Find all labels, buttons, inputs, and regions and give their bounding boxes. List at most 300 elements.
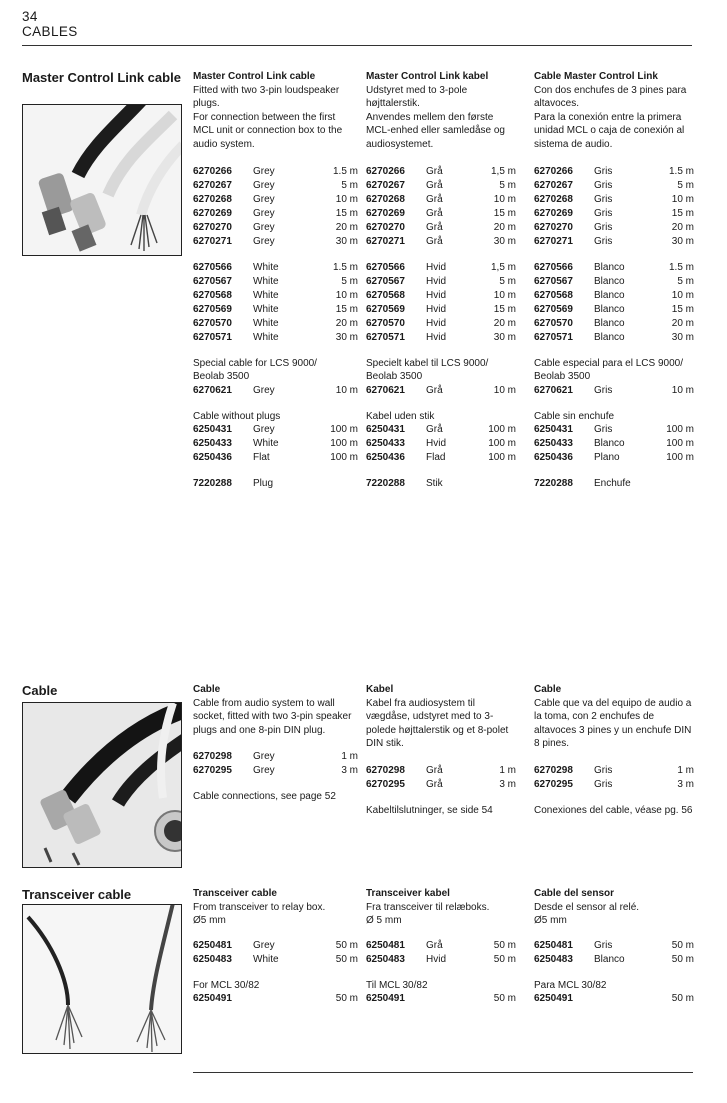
color: Enchufe [594,478,631,490]
table-row [534,303,694,317]
length: 15 m [335,207,358,219]
part-number: 6270295 [366,778,405,790]
table-row [193,261,358,275]
column-description: Con dos enchufes de 3 pines para altavoces. Para la conexión entre la primera unidad MCL o caja de conexión al sistema de audio. [534,84,687,150]
length: 50 m [335,993,358,1005]
length: 100 m [488,438,516,450]
part-number: 6270295 [193,765,232,777]
table-row [193,451,358,465]
length: 15 m [335,303,358,315]
part-number: 7220288 [366,478,405,490]
length: 5 m [341,179,358,191]
length: 30 m [671,331,694,343]
color: White [253,275,279,287]
length: 10 m [335,193,358,205]
table-row [534,261,694,275]
table-row [193,423,358,437]
color: Hvid [426,317,447,329]
part-number: 6250436 [534,452,573,464]
length: 3 m [677,778,694,790]
part-number: 6270567 [366,275,405,287]
length: 100 m [666,438,694,450]
no-plug-label: Cable without plugs [193,410,281,422]
table-row [366,235,516,249]
length: 30 m [671,235,694,247]
table-row [534,235,694,249]
length: 1.5 m [668,261,694,273]
part-number: 6270566 [366,261,405,273]
product-table [534,423,694,465]
column-description: Udstyret med to 3-pole højttalerstik. Anvendes mellem den første MCL-enhed eller samledåse og audiosystemet. [366,84,505,150]
color [594,992,646,1006]
part-number: 6270266 [534,165,573,177]
length: 30 m [493,331,516,343]
color: Blanco [594,438,625,450]
length: 1 m [341,751,358,763]
color: Grey [253,193,275,205]
table-row [534,992,694,1006]
for-mcl-label: Til MCL 30/82 [366,979,428,991]
part-number: 6250481 [534,939,573,951]
length: 100 m [330,452,358,464]
product-table [366,384,516,398]
transceiver-column-danish [366,887,516,1006]
part-number: 6270270 [193,221,232,233]
table-row [366,275,516,289]
color: White [253,289,279,301]
part-number: 6250481 [366,939,405,951]
part-number: 6250436 [193,452,232,464]
page-number: 34 [22,9,38,24]
length: 50 m [493,953,516,965]
special-cable-label: Specielt kabel til LCS 9000/ Beolab 3500 [366,357,489,383]
color [253,992,305,1006]
length: 100 m [330,438,358,450]
table-row [193,235,358,249]
color: Grå [426,207,443,219]
product-table [534,261,694,345]
table-row [366,221,516,235]
special-cable-label: Cable especial para el LCS 9000/ Beolab 3500 [534,357,683,383]
transceiver-cable-photo [22,904,182,1054]
length: 50 m [671,953,694,965]
color: Grå [426,165,443,177]
color: White [253,438,279,450]
color: Flad [426,452,446,464]
part-number: 6270267 [193,179,232,191]
length: 20 m [493,317,516,329]
product-table [193,477,358,491]
part-number: 6250431 [366,424,405,436]
color: Blanco [594,261,625,273]
mcl-section-title: Master Control Link cable [22,70,181,85]
table-row [534,423,694,437]
part-number: 6250436 [366,452,405,464]
mcl-column-english [193,70,358,491]
part-number: 6270268 [534,193,573,205]
length: 20 m [671,221,694,233]
part-number: 6270568 [366,289,405,301]
column-heading: Cable Master Control Link [534,71,658,82]
length: 5 m [677,179,694,191]
column-description: Desde el sensor al relé. Ø5 mm [534,901,640,927]
part-number: 6270295 [534,778,573,790]
part-number: 6270571 [193,331,232,343]
table-row [534,179,694,193]
color: Grå [426,424,443,436]
table-row [534,331,694,345]
length: 50 m [335,939,358,951]
length [650,477,694,491]
cable-column-spanish [534,683,694,818]
length: 30 m [335,331,358,343]
part-number: 6270621 [193,384,232,396]
table-row [193,289,358,303]
table-row [534,275,694,289]
table-row [366,477,516,491]
length: 20 m [335,221,358,233]
mcl-cable-photo [22,104,182,256]
color: Grå [426,179,443,191]
length: 1.5 m [332,261,358,273]
product-table [366,992,516,1006]
part-number: 6270570 [193,317,232,329]
product-table [366,165,516,249]
length: 1,5 m [490,165,516,177]
color: Flat [253,452,270,464]
table-row [534,193,694,207]
color: Grå [426,384,443,396]
part-number: 6270621 [366,384,405,396]
part-number: 6250483 [534,953,573,965]
color: Blanco [594,303,625,315]
column-heading: Cable del sensor [534,888,615,899]
part-number: 6270267 [366,179,405,191]
length: 10 m [671,384,694,396]
color: Grå [426,221,443,233]
table-row [193,221,358,235]
color: Grey [253,939,275,951]
length [476,477,516,491]
part-number: 6270569 [534,303,573,315]
length: 5 m [499,179,516,191]
table-row [366,451,516,465]
table-row [193,179,358,193]
part-number: 6250433 [534,438,573,450]
length: 20 m [671,317,694,329]
color: Grå [426,764,443,776]
color: Grey [253,207,275,219]
product-table [534,477,694,491]
color: Hvid [426,261,447,273]
cable-note: Cable connections, see page 52 [193,791,336,803]
length: 10 m [493,193,516,205]
for-mcl-label: For MCL 30/82 [193,979,260,991]
table-row [193,750,358,764]
transceiver-section-title: Transceiver cable [22,887,132,902]
table-row [193,165,358,179]
length: 5 m [677,275,694,287]
length: 100 m [330,424,358,436]
part-number: 6250433 [193,438,232,450]
column-description: Cable from audio system to wall socket, fitted with two 3-pin speaker plugs and one 8-pin DIN plug. [193,697,352,736]
part-number: 6270266 [193,165,232,177]
table-row [193,477,358,491]
part-number: 6270268 [193,193,232,205]
special-cable-label: Special cable for LCS 9000/ Beolab 3500 [193,357,317,383]
cable-section-title: Cable [22,683,58,698]
part-number: 6250431 [193,424,232,436]
column-description: Fitted with two 3-pin loudspeaker plugs. For connection between the first MCL unit or connection box to the audio system. [193,84,343,150]
color: Gris [594,778,613,790]
color: Gris [594,193,613,205]
part-number: 6270298 [366,764,405,776]
length: 15 m [493,303,516,315]
table-row [366,939,516,953]
part-number: 6270269 [534,207,573,219]
color: White [253,303,279,315]
length: 3 m [499,778,516,790]
product-table [366,261,516,345]
length: 5 m [341,275,358,287]
part-number: 6270571 [366,331,405,343]
part-number: 6270298 [534,764,573,776]
length: 20 m [335,317,358,329]
table-row [534,384,694,398]
part-number: 6270566 [193,261,232,273]
table-row [366,179,516,193]
color: Grey [253,384,275,396]
product-table [193,939,358,967]
cable-note: Kabeltilslutninger, se side 54 [366,804,493,816]
table-row [534,477,694,491]
table-row [366,261,516,275]
part-number: 6250491 [193,993,232,1005]
part-number: 6270270 [534,221,573,233]
length: 50 m [493,993,516,1005]
part-number: 6270570 [366,317,405,329]
column-heading: Cable [534,684,562,695]
part-number: 6250481 [193,939,232,951]
table-row [193,939,358,953]
length: 15 m [493,207,516,219]
cable-note: Conexiones del cable, véase pg. 56 [534,804,693,816]
length: 1,5 m [490,261,516,273]
color: White [253,331,279,343]
table-row [534,289,694,303]
part-number: 6270567 [193,275,232,287]
column-heading: Master Control Link kabel [366,71,489,82]
color [426,992,478,1006]
color: Grey [253,221,275,233]
table-row [193,317,358,331]
color: Blanco [594,953,625,965]
table-row [366,953,516,967]
table-row [366,384,516,398]
header-rule [22,45,692,46]
color: Gris [594,939,613,951]
cable-column-danish [366,683,516,818]
product-table [193,384,358,398]
table-row [534,764,694,778]
color: Grey [253,765,275,777]
mcl-column-danish [366,70,516,491]
column-heading: Master Control Link cable [193,71,316,82]
column-heading: Kabel [366,684,394,695]
table-row [366,317,516,331]
product-table [366,477,516,491]
table-row [366,437,516,451]
table-row [366,207,516,221]
table-row [534,778,694,792]
table-row [366,423,516,437]
color: Grå [426,778,443,790]
product-table [193,261,358,345]
part-number: 6270569 [366,303,405,315]
color: Gris [594,165,613,177]
product-table [534,384,694,398]
length: 1 m [677,764,694,776]
color: Stik [426,478,443,490]
product-table [534,165,694,249]
product-table [193,992,358,1006]
table-row [193,207,358,221]
part-number: 6250433 [366,438,405,450]
part-number: 6270266 [366,165,405,177]
color: Plug [253,478,274,490]
part-number: 6270621 [534,384,573,396]
part-number: 6270271 [366,235,405,247]
cable-photo [22,702,182,868]
table-row [193,992,358,1006]
length: 50 m [671,939,694,951]
column-heading: Transceiver kabel [366,888,450,899]
color: Gris [594,235,613,247]
color: Blanco [594,289,625,301]
part-number: 6270270 [366,221,405,233]
table-row [366,165,516,179]
column-description: Cable que va del equipo de audio a la toma, con 2 enchufes de altavoces 3 pines y un enchufe DIN 8 pines. [534,697,692,750]
length: 100 m [488,452,516,464]
color: Grå [426,193,443,205]
length: 10 m [335,384,358,396]
color: Hvid [426,289,447,301]
length: 20 m [493,221,516,233]
mcl-column-spanish [534,70,694,491]
color: Hvid [426,438,447,450]
product-table [366,764,516,792]
part-number: 7220288 [534,478,573,490]
part-number: 6250491 [534,993,573,1005]
table-row [534,437,694,451]
no-plug-label: Cable sin enchufe [534,410,615,422]
length: 100 m [488,424,516,436]
color: Blanco [594,275,625,287]
length: 30 m [335,235,358,247]
column-description: Fra transceiver til relæboks. Ø 5 mm [366,901,490,927]
part-number: 6270269 [366,207,405,219]
transceiver-column-english [193,887,358,1006]
part-number: 6270570 [534,317,573,329]
part-number: 7220288 [193,478,232,490]
table-row [534,939,694,953]
product-table [193,165,358,249]
length: 10 m [335,289,358,301]
length: 100 m [666,452,694,464]
color: Gris [594,221,613,233]
table-row [534,317,694,331]
length: 1.5 m [332,165,358,177]
color: Grey [253,751,275,763]
table-row [366,289,516,303]
part-number: 6270568 [193,289,232,301]
part-number: 6270568 [534,289,573,301]
product-table [366,939,516,967]
part-number: 6270567 [534,275,573,287]
length: 10 m [493,384,516,396]
table-row [193,437,358,451]
part-number: 6270268 [366,193,405,205]
part-number: 6270271 [193,235,232,247]
length: 1 m [499,764,516,776]
table-row [366,331,516,345]
color: Grå [426,939,443,951]
table-row [366,992,516,1006]
part-number: 6250483 [193,953,232,965]
color: Hvid [426,953,447,965]
color: Blanco [594,331,625,343]
column-description: From transceiver to relay box. Ø5 mm [193,901,326,927]
column-heading: Transceiver cable [193,888,277,899]
table-row [534,953,694,967]
product-table [534,764,694,792]
table-row [193,331,358,345]
length: 30 m [493,235,516,247]
table-row [534,451,694,465]
color: White [253,317,279,329]
table-row [193,303,358,317]
part-number: 6270267 [534,179,573,191]
table-row [366,193,516,207]
color: Grey [253,179,275,191]
column-heading: Cable [193,684,221,695]
color: Grey [253,424,275,436]
color: Gris [594,207,613,219]
part-number: 6270569 [193,303,232,315]
length: 10 m [671,289,694,301]
length: 50 m [671,993,694,1005]
product-table [366,423,516,465]
color: Hvid [426,303,447,315]
length: 1.5 m [668,165,694,177]
length: 15 m [671,207,694,219]
column-description: Kabel fra audiosystem til vægdåse, udstyret med to 3-polede højttalerstik og et 8-polet DIN stik. [366,697,509,750]
table-row [534,207,694,221]
product-table [534,992,694,1006]
part-number: 6270566 [534,261,573,273]
length [305,477,358,491]
color: Grey [253,235,275,247]
color: Grey [253,165,275,177]
length: 10 m [493,289,516,301]
part-number: 6250483 [366,953,405,965]
color: Grå [426,235,443,247]
transceiver-column-spanish [534,887,694,1006]
part-number: 6270269 [193,207,232,219]
color: Gris [594,424,613,436]
length: 5 m [499,275,516,287]
product-table [193,423,358,465]
